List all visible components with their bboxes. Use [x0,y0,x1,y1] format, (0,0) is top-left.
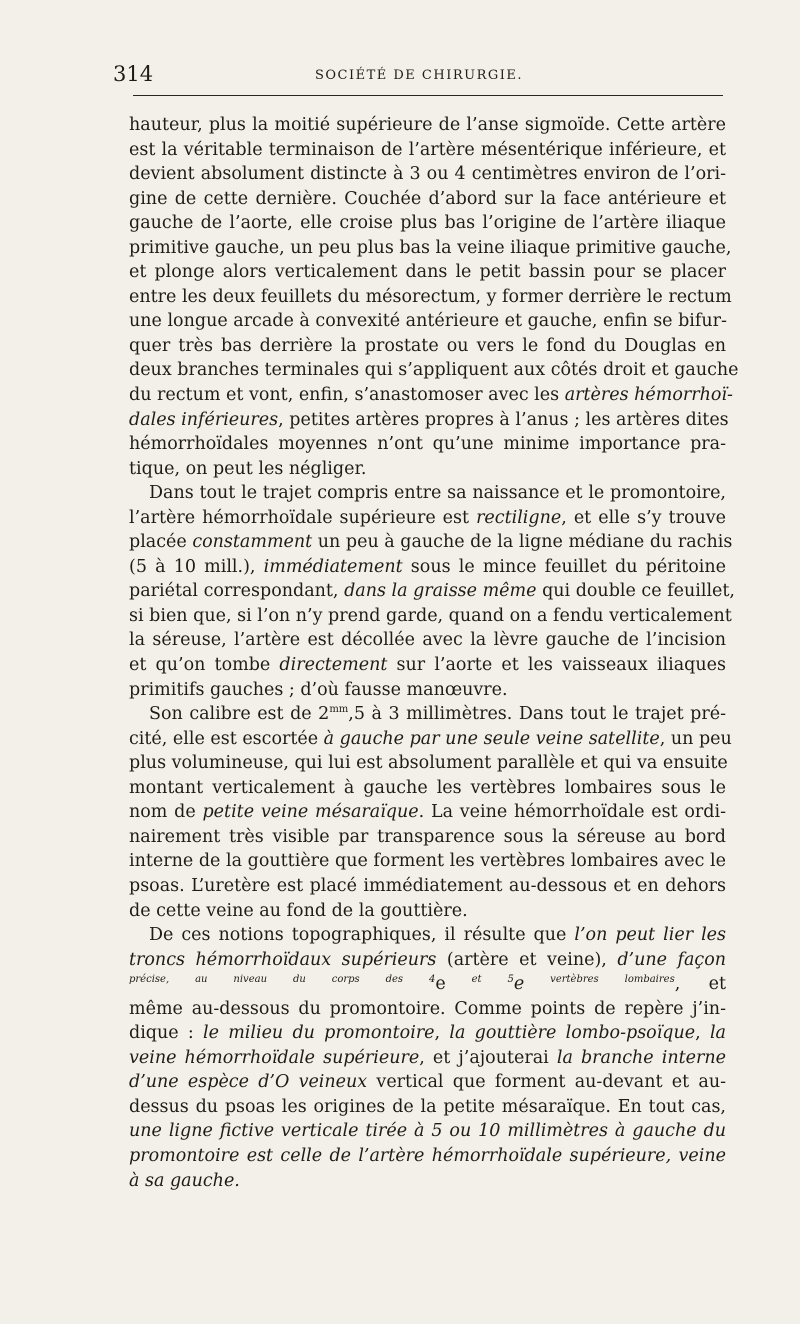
text-line [129,408,729,433]
text-segment: d’une façon [617,949,727,970]
text-line [129,874,726,899]
text-line [129,678,726,703]
text-line [129,1119,726,1144]
text-segment: entre les deux feuillets du mésorectum, y former derrière le rectum [129,286,732,307]
text-segment: cité, elle est escortée [129,728,324,749]
text-segment: interne de la gouttière que forment les vertèbres lombaires avec le [129,851,726,872]
text-line [129,358,739,383]
text-line [129,776,726,801]
text-segment: vertical que forment au-devant et au- [367,1072,727,1093]
text-segment: , un peu [659,728,732,749]
text-line [129,653,726,678]
text-segment: , et elle s’y trouve [561,507,726,528]
text-segment: devient absolument distincte à 3 ou 4 centimètres environ de l’ori- [129,164,726,185]
text-segment: veine hémorrhoïdale supérieure [129,1047,420,1068]
paragraph [129,113,739,481]
text-segment: pariétal correspondant, [129,581,345,602]
text-segment: gauche de l’aorte, elle croise plus bas l’origine de l’artère iliaque [129,213,726,234]
text-line [129,555,726,580]
text-line [129,972,726,997]
text-line [129,432,726,457]
text-line [129,457,726,482]
text-line [129,1095,726,1120]
text-segment: à sa gauche. [129,1170,240,1191]
text-line [129,260,726,285]
text-segment: e [435,974,446,995]
text-segment: mm [329,704,349,716]
text-segment: dique : [129,1023,203,1044]
text-line [129,530,733,555]
text-segment: précise, au niveau du corps des 4 [129,974,436,986]
text-segment: tique, on peut les négliger. [129,458,367,479]
text-line [129,481,726,506]
text-segment: et plonge alors verticalement dans le petit bassin pour se placer [129,262,726,283]
text-segment: . La veine hémorrhoïdale est ordi- [418,802,726,823]
text-segment: (5 à 10 mill.), [129,556,264,577]
text-segment: primitifs gauches ; d’où fausse manœuvre. [129,679,508,700]
text-line [129,800,726,825]
text-segment: un peu à gauche de la ligne médiane du rachis [312,532,733,553]
text-segment: la séreuse, l’artère est décollée avec la lèvre gauche de l’incision [129,630,726,651]
text-segment: une longue arcade à convexité antérieure et gauche, enfin se bifur- [129,311,727,332]
text-line [129,825,726,850]
text-segment: primitive gauche, un peu plus bas la veine iliaque primitive gauche, [129,237,732,258]
text-line [129,997,726,1022]
text-line [129,849,726,874]
text-segment: nom de [129,802,203,823]
text-segment: (artère et veine), [436,949,618,970]
text-segment: dans la graisse même [344,581,537,602]
text-segment: la branche interne [556,1047,726,1068]
text-segment: hémorrhoïdales moyennes n’ont qu’une minime importance pra- [129,434,726,455]
page-header [113,62,725,88]
text-line [129,948,726,973]
text-line [129,1169,726,1194]
text-segment: ,5 à 3 millimètres. Dans tout le trajet pré- [348,704,726,725]
header-rule [133,95,723,96]
text-line [129,628,726,653]
text-segment: gine de cette dernière. Couchée d’abord sur la face antérieure et [129,188,726,209]
text-line [129,579,735,604]
text-segment: deux branches terminales qui s’appliquent aux côtés droit et gauche [129,360,739,381]
text-line [129,923,726,948]
text-line [129,383,733,408]
text-line [129,1070,726,1095]
text-segment: placée [129,532,193,553]
text-segment: est la véritable terminaison de l’artère mésentérique inférieure, et [129,139,726,160]
text-segment: d’une espèce d’O veineux [129,1072,368,1093]
text-line [129,236,732,261]
running-head: SOCIÉTÉ DE CHIRURGIE. [314,68,524,83]
text-segment: plus volumineuse, qui lui est absolument parallèle et qui va ensuite [129,753,728,774]
text-line [129,702,726,727]
text-segment: , et [674,974,726,995]
text-segment: à gauche par une seule veine satellite [323,728,660,749]
text-line [129,211,726,236]
text-line [129,113,726,138]
text-segment: Dans tout le trajet compris entre sa naissance et le promontoire, [149,483,726,504]
text-segment: sur l’aorte et les vaisseaux iliaques [387,655,726,676]
text-segment: dales inférieures [129,409,279,430]
text-segment: la [709,1023,726,1044]
text-line [129,1046,726,1071]
text-segment: quer très bas derrière la prostate ou vers le fond du Douglas en [129,335,726,356]
text-segment: si bien que, si l’on n’y prend garde, quand on a fendu verticalement [129,605,732,626]
text-segment: qui double ce feuillet, [536,581,735,602]
text-segment: et 5 [445,974,514,986]
text-segment: même au-dessous du promontoire. Comme points de repère j’in- [129,998,726,1019]
text-line [129,1144,726,1169]
text-segment: Son calibre est de 2 [149,704,330,725]
text-segment: hauteur, plus la moitié supérieure de l’anse sigmoïde. Cette artère [129,115,726,135]
paragraph [129,702,732,923]
text-segment: constamment [192,532,313,553]
text-segment: psoas. L’uretère est placé immédiatement au-dessous et en dehors [129,875,726,896]
text-segment: directement [279,655,388,676]
text-segment: De ces notions topographiques, il résulte que [149,925,575,946]
text-segment: de cette veine au fond de la gouttière. [129,900,468,921]
text-segment: la gouttière lombo-psoïque [449,1023,696,1044]
text-line [129,187,726,212]
text-segment: du rectum et vont, enfin, s’anastomoser avec les [129,385,565,406]
text-line [129,727,732,752]
text-segment: petite veine mésaraïque [202,802,419,823]
text-segment: , et j’ajouterai [419,1047,557,1068]
text-line [129,334,726,359]
text-segment: une ligne fictive verticale tirée à 5 ou 10 millimètres à gauche du [129,1121,726,1142]
paragraph [129,923,726,1193]
text-segment: l’on peut lier les [574,925,727,946]
text-segment: dessus du psoas les origines de la petite mésaraïque. En tout cas, [129,1096,726,1117]
text-line [129,309,726,334]
text-segment: artères hémorrhoï- [564,385,733,406]
text-segment: , [434,1023,450,1044]
text-line [129,1021,726,1046]
text-segment: promontoire est celle de l’artère hémorrhoïdale supérieure, veine [129,1145,726,1166]
text-segment: montant verticalement à gauche les vertèbres lombaires sous le [129,777,726,798]
text-segment: immédiatement [263,556,403,577]
text-segment: troncs hémorrhoïdaux supérieurs [129,949,437,970]
text-segment: , [695,1023,710,1044]
text-segment: l’artère hémorrhoïdale supérieure est [129,507,477,528]
text-line [129,506,726,531]
page-number: 314 [113,62,154,86]
text-segment: , petites artères propres à l’anus ; les artères dites [278,409,729,430]
text-segment: rectiligne [476,507,562,528]
text-segment: vertèbres lombaires [524,974,675,986]
text-line [129,138,726,163]
text-segment: nairement très visible par transparence sous la séreuse au bord [129,826,726,847]
text-segment: le milieu du promontoire [203,1023,435,1044]
text-line [129,285,732,310]
text-line [129,899,726,924]
paragraph [129,481,735,702]
text-segment: e [513,974,525,995]
text-line [129,604,732,629]
text-line [129,162,726,187]
text-segment: sous le mince feuillet du péritoine [402,556,726,577]
text-line [129,751,726,776]
text-segment: et qu’on tombe [129,655,280,676]
body-text [129,113,739,1193]
